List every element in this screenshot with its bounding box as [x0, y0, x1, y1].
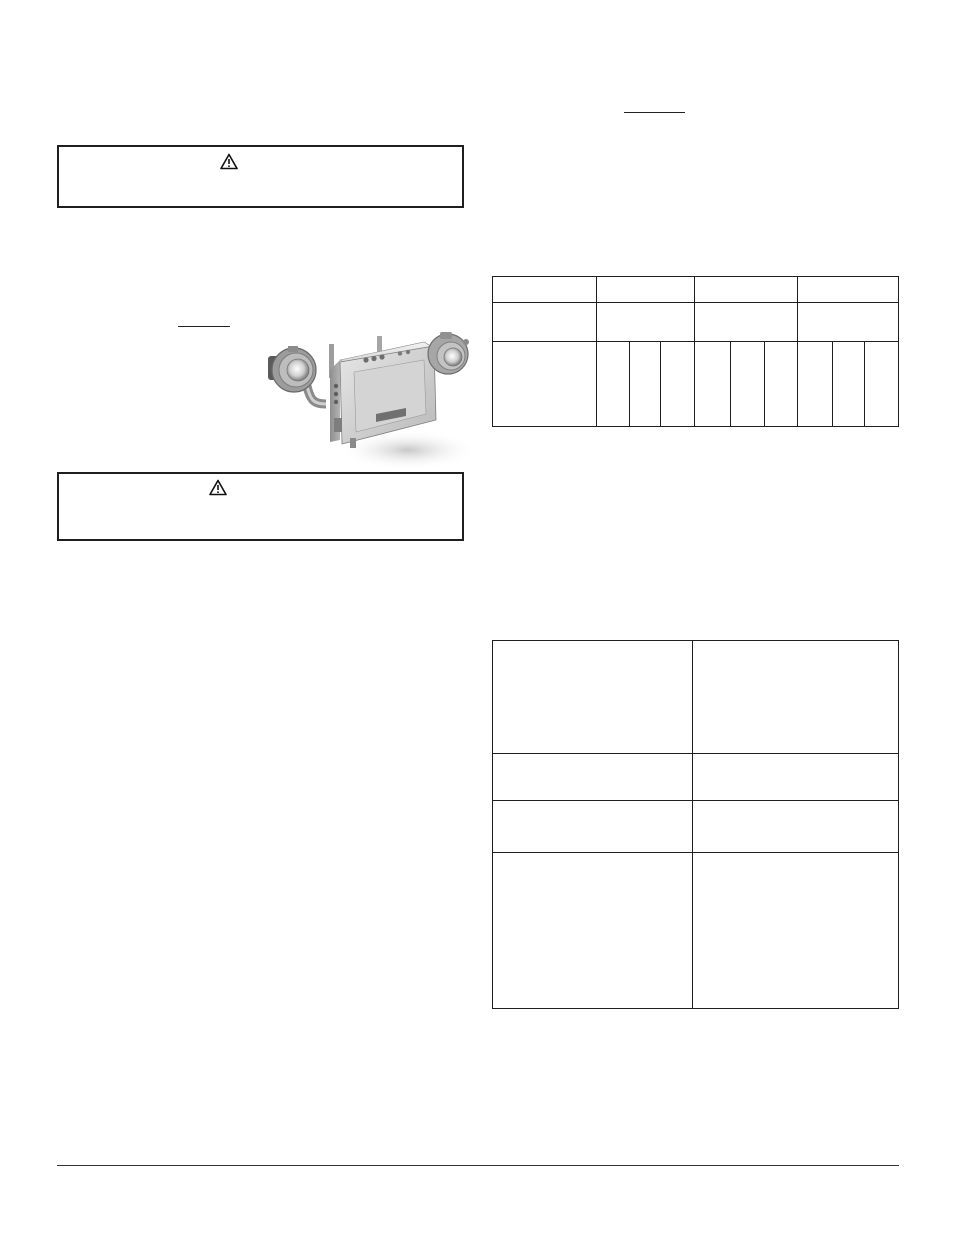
table1-cell: [493, 303, 597, 342]
table1-row: [493, 342, 899, 427]
table1-cell: [765, 342, 798, 427]
table1-cell: [630, 342, 661, 427]
controller-enclosure-illustration: [258, 322, 480, 470]
table1-cell: [661, 342, 695, 427]
table1-cell: [798, 303, 899, 342]
warning-box-2: [57, 472, 464, 541]
table1-cell: [695, 303, 798, 342]
table1-cell: [731, 342, 765, 427]
table1-row: [493, 303, 899, 342]
table1-cell: [597, 277, 695, 303]
heading-underline-right: [624, 112, 685, 113]
warning-triangle-icon: [209, 479, 227, 496]
table2-cell: [493, 801, 693, 853]
table1-cell: [493, 342, 597, 427]
table2-cell: [493, 853, 693, 1009]
table1-cell: [597, 303, 695, 342]
table2-cell: [693, 801, 899, 853]
table1-cell: [833, 342, 865, 427]
footer-rule: [57, 1165, 899, 1166]
table1-cell: [798, 342, 833, 427]
spec-table-1: [492, 276, 899, 427]
table2-cell: [693, 853, 899, 1009]
table1-cell: [695, 342, 731, 427]
table2-cell: [693, 754, 899, 801]
table1-cell: [597, 342, 630, 427]
table2-row: [493, 853, 899, 1009]
spec-table-2: [492, 640, 899, 1009]
table2-cell: [493, 754, 693, 801]
table2-row: [493, 641, 899, 754]
heading-underline-left: [178, 326, 230, 327]
table2-row: [493, 754, 899, 801]
table2-row: [493, 801, 899, 853]
table1-cell: [695, 277, 798, 303]
table1-cell: [493, 277, 597, 303]
table1-cell: [865, 342, 899, 427]
table2-cell: [493, 641, 693, 754]
table2-cell: [693, 641, 899, 754]
table1-cell: [798, 277, 899, 303]
warning-triangle-icon: [220, 153, 238, 170]
table1-header-row: [493, 277, 899, 303]
warning-box-1: [57, 145, 464, 208]
